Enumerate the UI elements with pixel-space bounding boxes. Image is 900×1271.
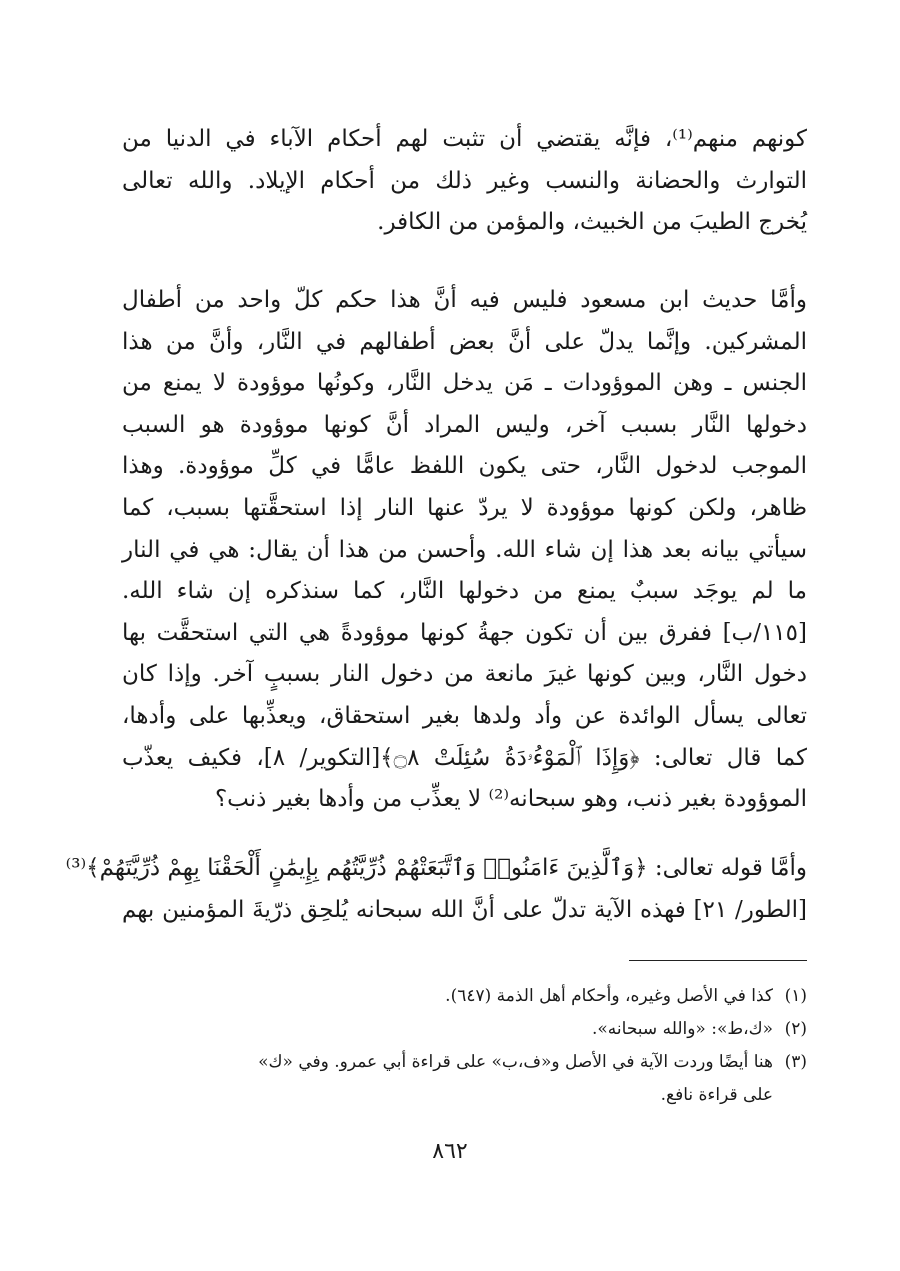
text-line: الموؤودة بغير ذنب، وهو سبحانه⁽²⁾ لا يعذِّب من وأدها بغير ذنب؟ [214,786,807,813]
page-number: ٨٦٢ [432,1139,468,1164]
paragraph-1 [122,119,807,244]
paragraph-2 [122,280,807,821]
text-line: [الطور/ ٢١] فهذه الآية تدلّ على أنَّ الله سبحانه يُلحِق ذرّيةَ المؤمنين بهم [122,896,807,923]
text-line: يُخرج الطيبَ من الخبيث، والمؤمن من الكافر. [377,209,807,236]
footnote-number: (١) [784,986,807,1006]
text-line: [١١٥/ب] ففرق بين أن تكون جهةُ كونها موؤودةً هي التي استحقَّت بها [122,619,807,646]
text-line: وأمَّا حديث ابن مسعود فليس فيه أنَّ هذا حكم كلّ واحد من أطفال [122,287,807,313]
footnote-text: كذا في الأصل وغيره، وأحكام أهل الذمة (٦٤٧). [445,986,773,1006]
text-line: وأمَّا قوله تعالى: ﴿وَٱلَّذِينَ ءَامَنُوا۟ وَٱتَّبَعَتْهُمْ ذُرِّيَّتُهُم بِإِيمَٰنٍ أَلْحَقْنَا بِهِمْ ذُرِّيَّتَهُمْ﴾⁽³⁾ [65,855,807,881]
text-line: الموجب لدخول النَّار، حتى يكون اللفظ عامًّا في كلِّ موؤودة. وهذا [122,453,807,480]
text-line: دخول النَّار، وبين كونها غيرَ مانعة من دخول النار بسببٍ آخر. وإذا كان [122,661,807,688]
text-line: المشركين. وإنَّما يدلّ على أنَّ بعض أطفالهم في النَّار، وأنَّ من هذا [122,328,807,355]
footnote-separator [629,960,807,961]
text-line: كونهم منهم⁽¹⁾، فإنَّه يقتضي أن تثبت لهم أحكام الآباء في الدنيا من [122,126,807,152]
footnote-continuation: على قراءة نافع. [660,1085,773,1105]
text-line: ظاهر، ولكن كونها موؤودة لا يردّ عنها النار إذا استحقَّتها بسبب، كما [122,494,807,521]
text-line: تعالى يسأل الوائدة عن وأد ولدها بغير استحقاق، ويعذِّبها على وأدها، [122,702,807,729]
footnote-number: (٣) [784,1052,807,1072]
footnote-number: (٢) [784,1019,807,1039]
footnote-text: هنا أيضًا وردت الآية في الأصل و«ف،ب» على قراءة أبي عمرو. وفي «ك» [258,1052,773,1072]
footnote-2 [122,1013,807,1046]
text-line: الجنس ـ وهن الموؤودات ـ مَن يدخل النَّار، وكونُها موؤودة لا يمنع من [122,370,807,397]
text-line: ما لم يوجَد سببٌ يمنع من دخولها النَّار، كما سنذكره إن شاء الله. [122,578,807,605]
text-line: التوارث والحضانة والنسب وغير ذلك من أحكام الإيلاد. والله تعالى [122,167,807,194]
footnote-1 [122,980,807,1013]
paragraph-3 [65,848,807,931]
footnote-3 [122,1046,807,1112]
text-line: دخولها النَّار بسبب آخر، وليس المراد أنَّ كونها موؤودة هو السبب [122,411,807,438]
text-line: سيأتي بيانه بعد هذا إن شاء الله. وأحسن من هذا أن يقال: هي في النار [122,536,807,563]
text-line: كما قال تعالى: ﴿وَإِذَا ٱلْمَوْءُۥدَةُ سُئِلَتْ ۝٨﴾[التكوير/ ٨]، فكيف يعذّب [122,744,807,771]
footnote-text: «ك،ط»: «والله سبحانه». [592,1019,773,1039]
